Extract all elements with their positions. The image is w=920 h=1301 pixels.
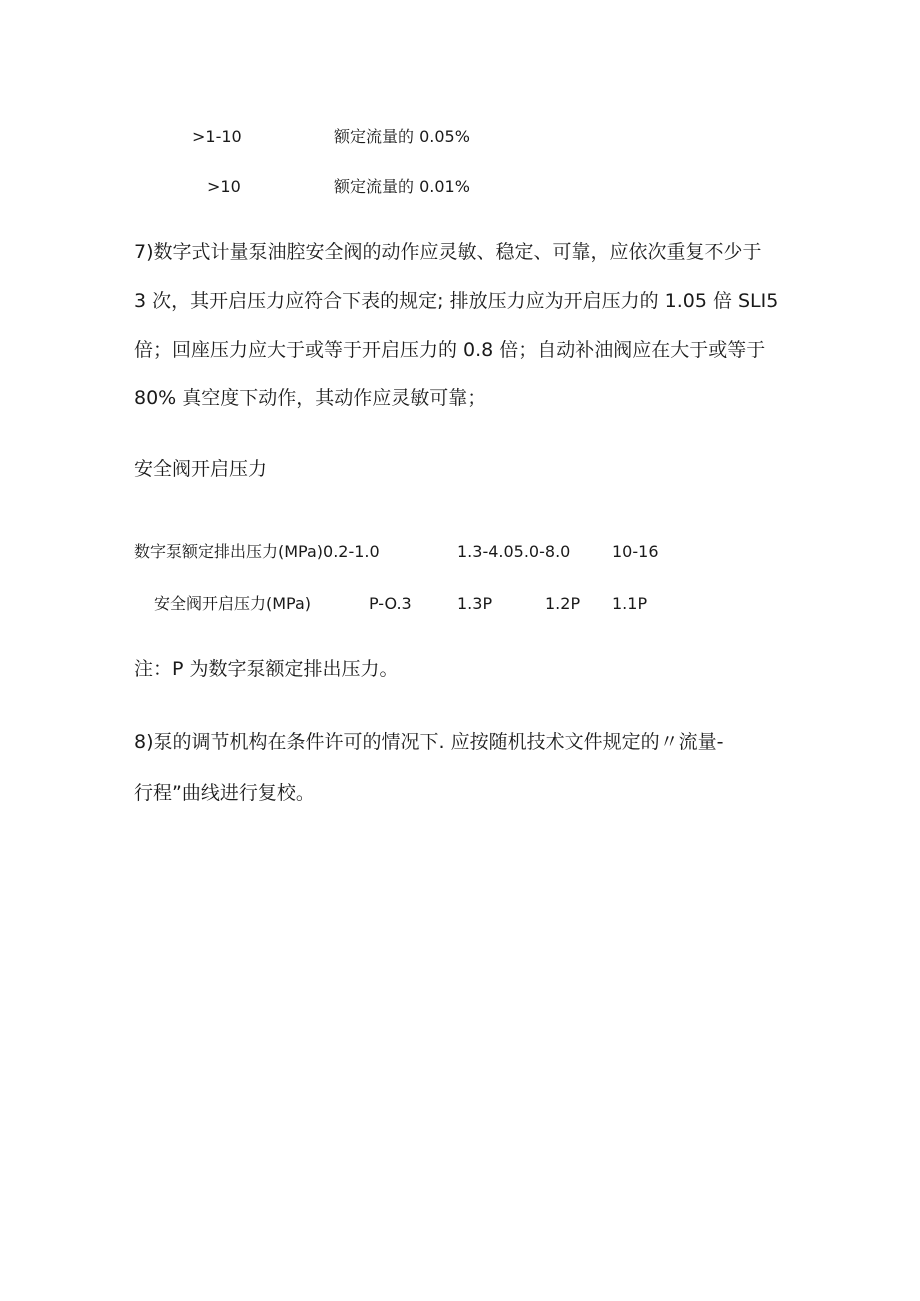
clause8-line-1: 8)泵的调节机构在条件许可的情况下. 应按随机技术文件规定的〃流量- [134,731,724,753]
clause7-line-4: 80% 真空度下动作，其动作应灵敏可靠； [134,387,487,409]
pressure-row-1-label: 数字泵额定排出压力(MPa)0.2-1.0 [134,542,380,561]
clause7-line-2: 3 次，其开启压力应符合下表的规定; 排放压力应为开启压力的 1.05 倍 SLI5 [134,290,779,312]
table-title: 安全阀开启压力 [134,458,268,480]
flow-row-2-value: 额定流量的 0.01% [334,177,470,196]
flow-row-1-range: >1-10 [192,127,242,146]
pressure-row-1-col3: 10-16 [612,542,659,561]
clause8-line-2: 行程”曲线进行复校。 [134,782,315,804]
clause7-line-1: 7)数字式计量泵油腔安全阀的动作应灵敏、稳定、可靠，应依次重复不少于 [134,241,762,263]
clause7-line-3: 倍；回座压力应大于或等于开启压力的 0.8 倍；自动补油阀应在大于或等于 [134,339,766,361]
note-text: 注：P 为数字泵额定排出压力。 [134,658,399,680]
flow-row-1-value: 额定流量的 0.05% [334,127,470,146]
pressure-row-2-col2: 1.3P [457,594,493,613]
pressure-row-2-col4: 1.1P [612,594,648,613]
pressure-row-2-label: 安全阀开启压力(MPa) [154,594,312,613]
pressure-row-1-col2: 1.3-4.05.0-8.0 [457,542,571,561]
flow-row-2-range: >10 [207,177,241,196]
pressure-row-2-col1: P-O.3 [369,594,412,613]
pressure-row-2-col3: 1.2P [545,594,581,613]
